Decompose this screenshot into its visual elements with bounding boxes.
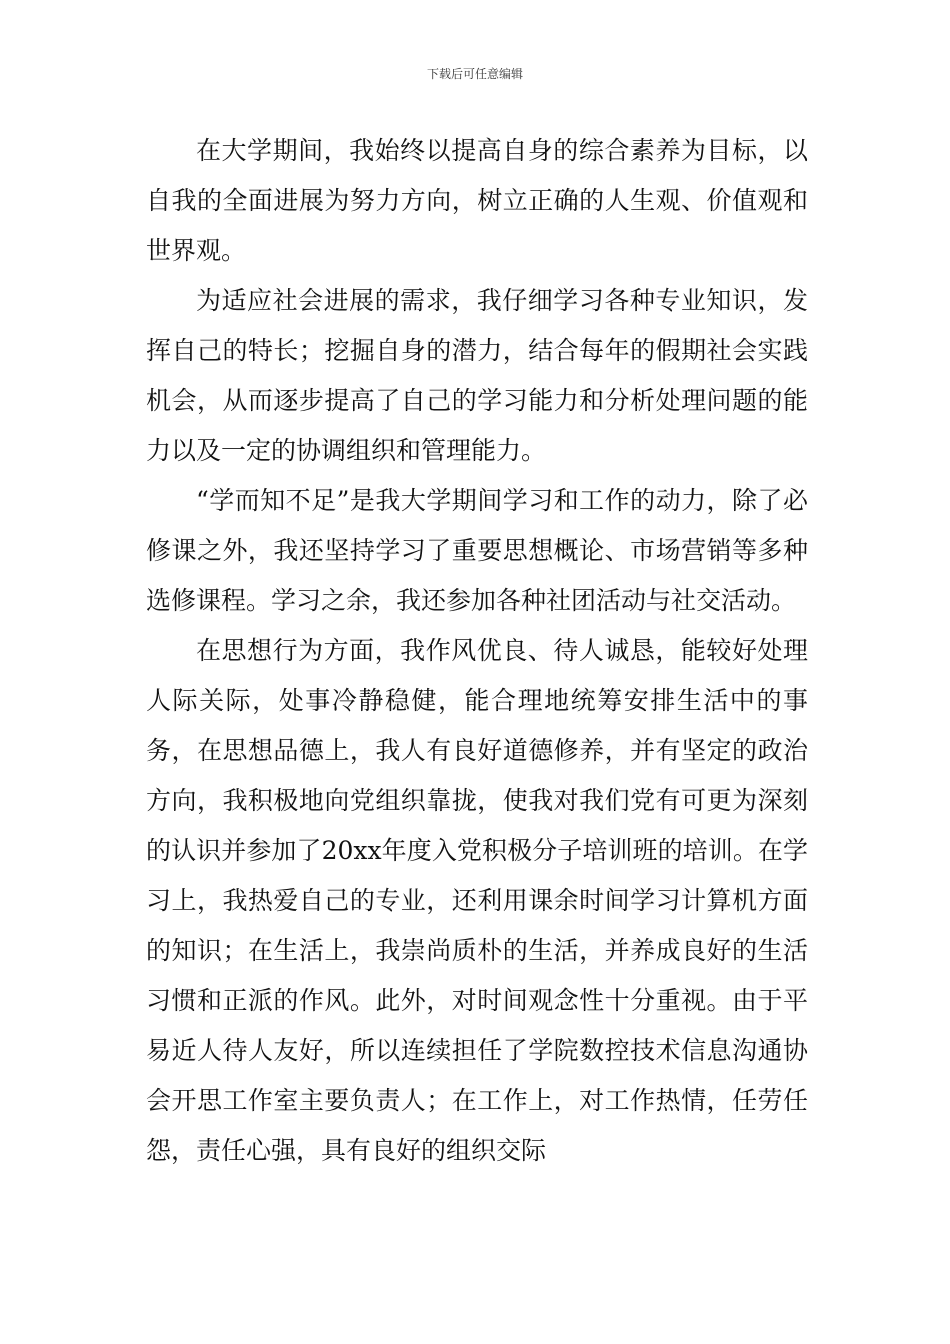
paragraph-abilities: 为适应社会进展的需求，我仔细学习各种专业知识，发挥自己的特长；挖掘自身的潜力，结合每年的假期社会实践机会，从而逐步提高了自己的学习能力和分析处理问题的能力以及一定的协调组织和管理能力。 — [146, 286, 808, 465]
paragraph-goals: 在大学期间，我始终以提高自身的综合素养为目标，以自我的全面进展为努力方向，树立正确的人生观、价值观和世界观。 — [146, 136, 808, 265]
paragraph-study: “学而知不足”是我大学期间学习和工作的动力，除了必修课之外，我还坚持学习了重要思想概论、市场营销等多种选修课程。学习之余，我还参加各种社团活动与社交活动。 — [146, 486, 808, 615]
page-header: 下载后可任意编辑 — [426, 67, 523, 81]
document-body — [146, 126, 808, 1176]
paragraph-conduct: 在思想行为方面，我作风优良、待人诚恳，能较好处理人际关际，处事冷静稳健，能合理地统筹安排生活中的事务，在思想品德上，我人有良好道德修养，并有坚定的政治方向，我积极地向党组织靠拢，使我对我们党有可更为深刻的认识并参加了20xx年度入党积极分子培训班的培训。在学习上，我热爱自己的专业，还利用课余时间学习计算机方面的知识；在生活上，我崇尚质朴的生活，并养成良好的生活习惯和正派的作风。此外，对时间观念性十分重视。由于平易近人待人友好，所以连续担任了学院数控技术信息沟通协会开思工作室主要负责人；在工作上，对工作热情，任劳任怨，责任心强，具有良好的组织交际 — [146, 636, 808, 1165]
